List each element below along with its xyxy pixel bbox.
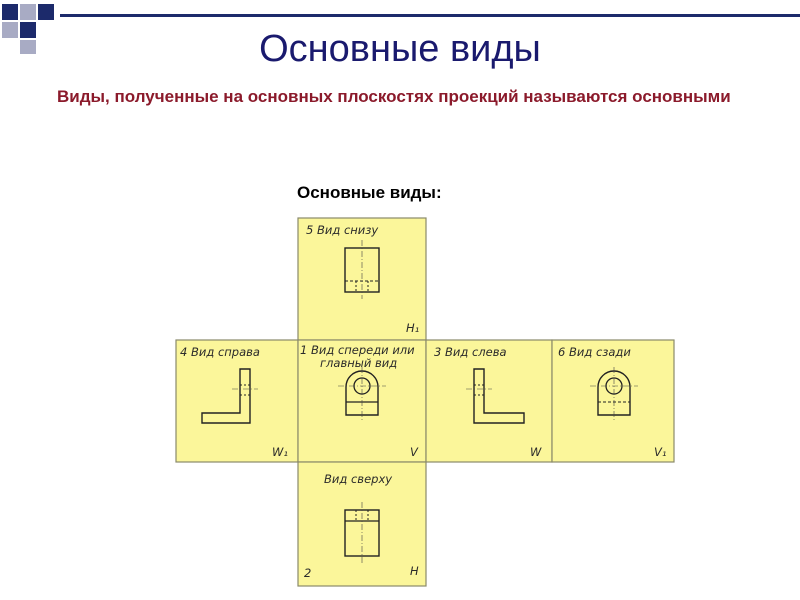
drawing-caption: Основные виды: — [297, 183, 442, 202]
left-view-plane: W — [530, 445, 542, 459]
front-view-label-line2: главный вид — [320, 356, 398, 370]
panel-top-view — [298, 462, 426, 586]
projection-views-drawing — [174, 215, 676, 588]
slide-title: Основные виды — [259, 28, 541, 70]
back-view-plane: V₁ — [654, 445, 667, 459]
panel-front-view — [298, 340, 426, 462]
left-view-label: 3 Вид слева — [434, 345, 507, 359]
front-view-label-line1: 1 Вид спереди или — [300, 343, 415, 357]
panel-right-view — [176, 340, 298, 462]
panel-bottom-view — [298, 218, 426, 340]
panel-back-view — [552, 340, 674, 462]
panel-left-view — [426, 340, 552, 462]
right-view-plane: W₁ — [272, 445, 288, 459]
back-view-label: 6 Вид сзади — [558, 345, 631, 359]
top-view-number: 2 — [304, 566, 312, 580]
front-view-plane: V — [410, 445, 418, 459]
bottom-view-plane: H₁ — [406, 321, 420, 335]
bottom-view-label: 5 Вид снизу — [306, 223, 379, 237]
slide-subtitle: Виды, полученные на основных плоскостях проекций называются основными — [57, 87, 731, 106]
top-view-plane: H — [410, 564, 419, 578]
header-rule — [60, 14, 800, 17]
top-view-label: Вид сверху — [324, 472, 393, 486]
right-view-label: 4 Вид справа — [180, 345, 260, 359]
